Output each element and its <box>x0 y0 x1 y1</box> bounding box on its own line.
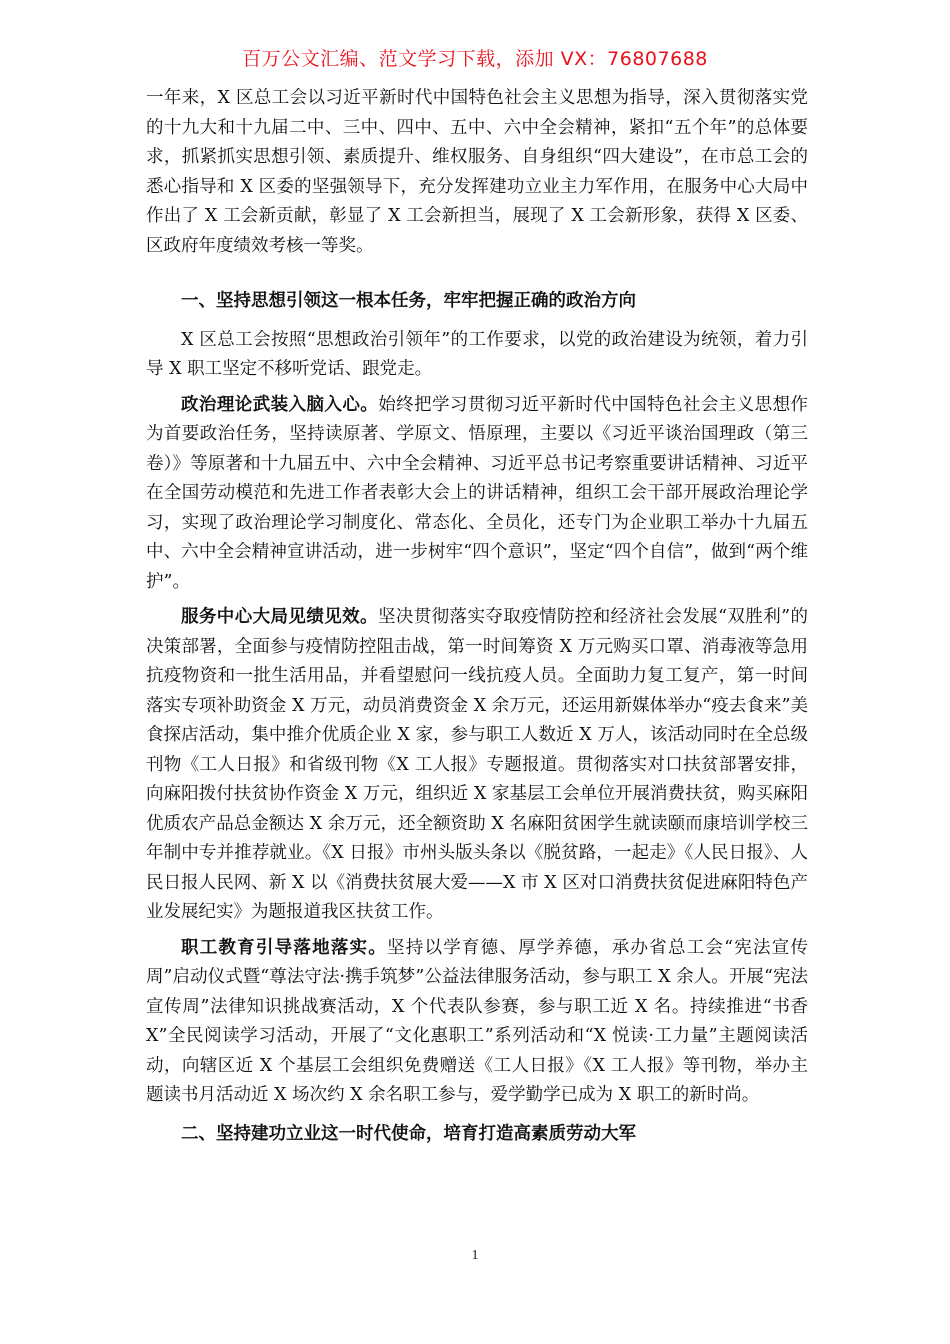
intro-paragraph: 一年来，X 区总工会以习近平新时代中国特色社会主义思想为指导，深入贯彻落实党的十九大和十九届二中、三中、四中、五中、六中全会精神，紧扣“五个年”的总体要求，抓紧抓实思想引领、素质提升、维权服务、自身组织“四大建设”，在市总工会的悉心指导和 X 区委的坚强领导下，充分发挥建功立业主力军作用，在服务中心大局中作出了 X 工会新贡献，彰显了 X 工会新担当，展现了 X 工会新形象，获得 X 区委、区政府年度绩效考核一等奖。 <box>146 88 808 256</box>
item-body: 坚决贯彻落实夺取疫情防控和经济社会发展“双胜利”的决策部署，全面参与疫情防控阻击战，第一时间筹资 X 万元购买口罩、消毒液等急用抗疫物资和一批生活用品，并看望慰问一线抗疫人员。全面助力复工复产，第一时间落实专项补助资金 X 万元，动员消费资金 X 余万元，还运用新媒体举办“疫去食来”美食探店活动，集中推介优质企业 X 家，参与职工人数近 X 万人，该活动同时在全总级刊物《工人日报》和省级刊物《X 工人报》专题报道。贯彻落实对口扶贫部署安排，向麻阳拨付扶贫协作资金 X 万元，组织近 X 家基层工会单位开展消费扶贫，购买麻阳优质农产品总金额达 X 余万元，还全额资助 X 名麻阳贫困学生就读颐而康培训学校三年制中专并推荐就业。《X 日报》市州头版头条以《脱贫路，一起走》《人民日报》、人民日报人民网、新 X 以《消费扶贫展大爱——X 市 X 区对口消费扶贫促进麻阳特色产业发展纪实》为题报道我区扶贫工作。 <box>146 607 808 922</box>
section-1-item-serve-center <box>146 603 808 928</box>
section-1-heading: 一、坚持思想引领这一根本任务，牢牢把握正确的政治方向 <box>181 291 636 311</box>
item-lead: 政治理论武装入脑入心。 <box>181 394 379 415</box>
header-banner: 百万公文汇编、范文学习下载，添加 VX：76807688 <box>242 48 708 70</box>
section-1-item-political-theory <box>146 391 808 598</box>
section-2-heading: 二、坚持建功立业这一时代使命，培育打造高素质劳动大军 <box>181 1123 636 1144</box>
item-body: 坚持以学育德、厚学养德，承办省总工会“宪法宣传周”启动仪式暨“尊法守法·携手筑梦”公益法律服务活动，参与职工 X 余人。开展“宪法宣传周”法律知识挑战赛活动，X 个代表队参赛，参与职工近 X 名。持续推进“书香 X”全民阅读学习活动，开展了“文化惠职工”系列活动和“X 悦读·工力量”主题阅读活动，向辖区近 X 个基层工会组织免费赠送《工人日报》《X 工人报》等刊物，举办主题读书月活动近 X 场次约 X 余名职工参与，爱学勤学已成为 X 职工的新时尚。 <box>146 937 808 1105</box>
section-1-summary: X 区总工会按照“思想政治引领年”的工作要求，以党的政治建设为统领，着力引导 X 职工坚定不移听党话、跟党走。 <box>146 329 808 379</box>
section-1-item-worker-education <box>146 934 808 1111</box>
item-lead: 服务中心大局见绩见效。 <box>181 607 378 627</box>
item-body: 始终把学习贯彻习近平新时代中国特色社会主义思想作为首要政治任务，坚持读原著、学原文、悟原理，主要以《习近平谈治国理政（第三卷）》等原著和十九届五中、六中全会精神、习近平总书记考察重要讲话精神、习近平在全国劳动模范和先进工作者表彰大会上的讲话精神，组织工会干部开展政治理论学习，实现了政治理论学习制度化、常态化、全员化，还专门为企业职工举办十九届五中、六中全会精神宣讲活动，进一步树牢“四个意识”，坚定“四个自信”，做到“两个维护”。 <box>146 394 809 592</box>
page-number: 1 <box>471 1248 479 1263</box>
item-lead: 职工教育引导落地落实。 <box>181 937 388 958</box>
document-body <box>146 84 808 1149</box>
